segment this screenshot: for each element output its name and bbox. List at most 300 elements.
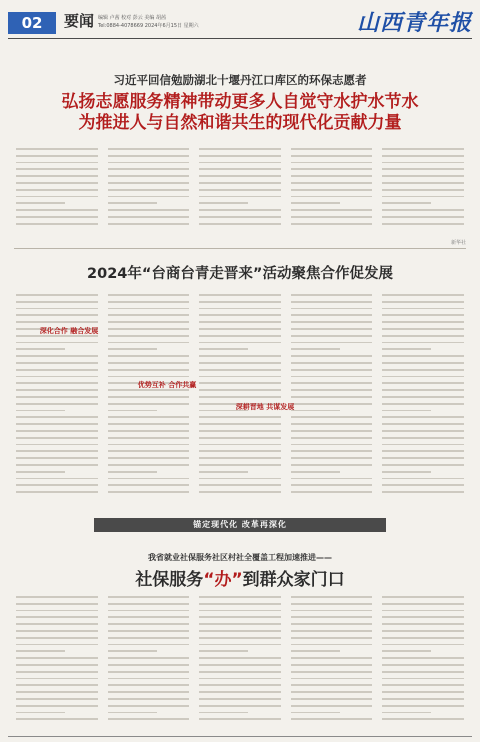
text-line <box>16 175 98 177</box>
text-line <box>382 616 464 618</box>
text-line <box>382 671 464 673</box>
text-line <box>199 196 281 198</box>
text-line <box>199 209 281 211</box>
text-line <box>108 430 190 432</box>
text-line <box>199 671 281 673</box>
text-line <box>382 712 431 714</box>
text-column <box>291 294 373 504</box>
text-line <box>108 637 190 639</box>
text-line <box>16 416 98 418</box>
text-line <box>108 464 190 466</box>
text-line <box>199 657 281 659</box>
text-line <box>291 301 373 303</box>
text-line <box>108 209 190 211</box>
text-column <box>16 148 98 234</box>
text-line <box>291 175 373 177</box>
text-line <box>108 603 190 605</box>
text-line <box>16 389 98 391</box>
text-line <box>199 423 281 425</box>
text-line <box>199 175 281 177</box>
text-line <box>108 684 190 686</box>
text-line <box>199 712 248 714</box>
page-number: 02 <box>8 12 56 34</box>
text-line <box>199 484 281 486</box>
text-line <box>199 202 248 204</box>
text-line <box>199 684 281 686</box>
lead-byline: 新华社 <box>450 240 466 246</box>
text-line <box>291 650 340 652</box>
text-line <box>199 182 281 184</box>
text-line <box>199 294 281 296</box>
lead-kicker: 习近平回信勉励湖北十堰丹江口库区的环保志愿者 <box>113 73 367 87</box>
text-line <box>382 182 464 184</box>
text-line <box>382 348 431 350</box>
text-line <box>382 491 464 493</box>
text-line <box>199 416 281 418</box>
text-column <box>199 596 281 730</box>
text-line <box>382 355 464 357</box>
text-line <box>16 603 98 605</box>
text-line <box>108 671 190 673</box>
text-line <box>16 155 98 157</box>
text-line <box>291 416 373 418</box>
text-line <box>199 630 281 632</box>
text-line <box>16 637 98 639</box>
text-line <box>199 623 281 625</box>
text-line <box>108 328 190 330</box>
text-line <box>382 664 464 666</box>
text-line <box>291 308 373 310</box>
text-line <box>291 623 373 625</box>
text-column <box>108 294 190 504</box>
text-line <box>108 444 190 446</box>
text-line <box>382 396 464 398</box>
story2-subhead-2: 优势互补 合作共赢 <box>137 381 197 389</box>
story2-subhead-1: 深化合作 融合发展 <box>39 327 99 335</box>
text-line <box>16 430 98 432</box>
text-line <box>16 382 98 384</box>
text-line <box>16 223 98 225</box>
text-line <box>382 162 464 164</box>
text-line <box>199 369 281 371</box>
text-line <box>291 376 373 378</box>
text-line <box>108 308 190 310</box>
text-line <box>291 335 373 337</box>
text-line <box>199 162 281 164</box>
text-line <box>382 175 464 177</box>
text-line <box>382 403 464 405</box>
text-line <box>16 196 98 198</box>
text-line <box>16 314 98 316</box>
text-line <box>382 209 464 211</box>
text-line <box>108 610 190 612</box>
text-line <box>108 644 190 646</box>
text-line <box>16 610 98 612</box>
text-line <box>199 155 281 157</box>
text-line <box>291 450 373 452</box>
text-line <box>16 202 65 204</box>
story2-headline: 2024年“台商台青走晋来”活动聚焦合作促发展 <box>87 266 393 282</box>
text-line <box>16 321 98 323</box>
text-line <box>199 596 281 598</box>
text-line <box>291 630 373 632</box>
text-line <box>291 382 373 384</box>
text-line <box>16 596 98 598</box>
text-line <box>291 478 373 480</box>
text-line <box>108 196 190 198</box>
text-line <box>199 376 281 378</box>
text-line <box>291 162 373 164</box>
text-line <box>382 155 464 157</box>
text-line <box>382 196 464 198</box>
text-line <box>16 182 98 184</box>
text-column <box>16 596 98 730</box>
text-line <box>108 369 190 371</box>
text-line <box>16 657 98 659</box>
text-line <box>291 321 373 323</box>
text-line <box>382 657 464 659</box>
text-line <box>199 362 281 364</box>
text-line <box>291 168 373 170</box>
text-line <box>108 691 190 693</box>
text-line <box>108 698 190 700</box>
text-line <box>291 223 373 225</box>
text-line <box>382 718 464 720</box>
text-line <box>382 684 464 686</box>
text-line <box>108 162 190 164</box>
text-line <box>199 430 281 432</box>
story2-subhead-3: 深耕晋地 共谋发展 <box>235 403 295 411</box>
lead-headline <box>0 92 480 134</box>
text-line <box>291 705 373 707</box>
text-line <box>199 718 281 720</box>
text-line <box>199 321 281 323</box>
text-line <box>382 308 464 310</box>
text-line <box>199 491 281 493</box>
text-line <box>382 630 464 632</box>
text-line <box>199 644 281 646</box>
text-line <box>199 650 248 652</box>
text-line <box>199 457 281 459</box>
text-line <box>108 355 190 357</box>
text-line <box>382 328 464 330</box>
text-line <box>108 202 157 204</box>
text-line <box>108 342 190 344</box>
text-line <box>291 610 373 612</box>
text-column <box>108 596 190 730</box>
text-line <box>16 396 98 398</box>
text-line <box>16 294 98 296</box>
text-line <box>108 362 190 364</box>
text-line <box>382 389 464 391</box>
text-line <box>108 348 157 350</box>
text-line <box>108 491 190 493</box>
text-line <box>199 603 281 605</box>
text-line <box>108 471 157 473</box>
text-column <box>199 294 281 504</box>
lead-headline-line1: 弘扬志愿服务精神带动更多人自觉守水护水节水 <box>61 92 419 112</box>
text-line <box>382 623 464 625</box>
text-line <box>291 671 373 673</box>
text-line <box>108 437 190 439</box>
text-line <box>382 223 464 225</box>
text-line <box>108 623 190 625</box>
text-line <box>291 148 373 150</box>
text-line <box>382 484 464 486</box>
text-line <box>16 301 98 303</box>
text-line <box>16 678 98 680</box>
text-line <box>199 616 281 618</box>
text-line <box>291 657 373 659</box>
text-line <box>108 718 190 720</box>
text-line <box>199 355 281 357</box>
text-line <box>108 335 190 337</box>
text-line <box>382 148 464 150</box>
text-line <box>291 664 373 666</box>
text-line <box>291 342 373 344</box>
text-line <box>16 712 65 714</box>
text-line <box>16 403 98 405</box>
story3-headline-quote: “办” <box>203 570 243 590</box>
text-line <box>16 691 98 693</box>
header-rule <box>8 38 472 39</box>
text-line <box>16 630 98 632</box>
text-line <box>108 678 190 680</box>
text-line <box>291 423 373 425</box>
text-line <box>382 464 464 466</box>
text-line <box>108 155 190 157</box>
text-line <box>382 321 464 323</box>
text-line <box>382 478 464 480</box>
text-line <box>382 430 464 432</box>
story3-headline <box>0 565 480 590</box>
text-line <box>199 691 281 693</box>
text-line <box>199 168 281 170</box>
text-column <box>382 294 464 504</box>
text-column <box>199 148 281 234</box>
text-line <box>108 712 157 714</box>
newspaper-masthead: 山西青年报 <box>356 10 472 36</box>
text-line <box>108 457 190 459</box>
text-line <box>382 168 464 170</box>
text-line <box>199 664 281 666</box>
text-line <box>108 596 190 598</box>
text-line <box>16 664 98 666</box>
text-line <box>199 328 281 330</box>
text-line <box>291 457 373 459</box>
editor-credits: 编辑 卢茜 校对 彭云 美编 胡茜 <box>98 15 166 21</box>
lead-body-columns <box>16 148 464 234</box>
text-line <box>291 209 373 211</box>
text-line <box>108 189 190 191</box>
story3-body-columns <box>16 596 464 730</box>
text-line <box>16 423 98 425</box>
text-line <box>108 450 190 452</box>
text-column <box>382 596 464 730</box>
text-line <box>382 457 464 459</box>
text-line <box>108 182 190 184</box>
text-line <box>108 403 190 405</box>
text-line <box>108 376 190 378</box>
text-line <box>16 410 65 412</box>
text-line <box>16 450 98 452</box>
text-line <box>382 698 464 700</box>
text-line <box>108 416 190 418</box>
text-line <box>382 450 464 452</box>
text-line <box>108 294 190 296</box>
text-line <box>108 478 190 480</box>
text-line <box>16 162 98 164</box>
text-column <box>291 148 373 234</box>
text-line <box>291 491 373 493</box>
text-line <box>108 396 190 398</box>
text-line <box>291 182 373 184</box>
text-line <box>382 678 464 680</box>
text-line <box>291 369 373 371</box>
text-line <box>291 437 373 439</box>
text-line <box>382 596 464 598</box>
text-column <box>108 148 190 234</box>
text-line <box>291 196 373 198</box>
text-line <box>16 705 98 707</box>
text-line <box>291 678 373 680</box>
text-line <box>291 603 373 605</box>
text-line <box>291 216 373 218</box>
text-line <box>199 189 281 191</box>
text-line <box>382 650 431 652</box>
text-line <box>16 355 98 357</box>
text-line <box>382 410 431 412</box>
text-line <box>199 148 281 150</box>
text-line <box>199 223 281 225</box>
text-line <box>291 644 373 646</box>
text-line <box>382 610 464 612</box>
text-line <box>291 712 340 714</box>
text-line <box>382 335 464 337</box>
text-line <box>199 698 281 700</box>
text-line <box>382 294 464 296</box>
text-line <box>291 430 373 432</box>
text-line <box>382 202 431 204</box>
text-line <box>382 691 464 693</box>
text-line <box>199 348 248 350</box>
text-line <box>199 335 281 337</box>
text-line <box>108 484 190 486</box>
text-line <box>291 718 373 720</box>
text-line <box>16 616 98 618</box>
text-line <box>291 202 340 204</box>
text-line <box>291 464 373 466</box>
text-line <box>199 301 281 303</box>
text-line <box>382 189 464 191</box>
text-column <box>382 148 464 234</box>
text-line <box>382 301 464 303</box>
text-line <box>16 376 98 378</box>
story3-banner: 锚定现代化 改革再深化 <box>94 518 386 532</box>
text-line <box>382 416 464 418</box>
text-line <box>291 596 373 598</box>
text-line <box>199 444 281 446</box>
text-line <box>382 444 464 446</box>
text-line <box>108 616 190 618</box>
text-line <box>382 216 464 218</box>
text-line <box>199 437 281 439</box>
section-divider <box>14 248 466 249</box>
text-line <box>199 464 281 466</box>
text-line <box>16 671 98 673</box>
text-line <box>16 623 98 625</box>
text-line <box>16 362 98 364</box>
text-line <box>291 314 373 316</box>
text-line <box>108 657 190 659</box>
text-line <box>382 603 464 605</box>
page-header <box>0 0 480 42</box>
text-line <box>199 678 281 680</box>
story3-kicker: 我省就业社保服务社区村社全覆盖工程加速推进—— <box>148 553 332 562</box>
text-line <box>108 314 190 316</box>
text-line <box>291 396 373 398</box>
text-line <box>382 471 431 473</box>
text-line <box>291 355 373 357</box>
text-line <box>16 168 98 170</box>
text-line <box>291 691 373 693</box>
text-line <box>16 478 98 480</box>
text-line <box>16 342 98 344</box>
text-line <box>382 423 464 425</box>
text-line <box>16 209 98 211</box>
text-line <box>108 410 157 412</box>
text-line <box>16 444 98 446</box>
text-column <box>291 596 373 730</box>
text-line <box>108 664 190 666</box>
text-line <box>16 484 98 486</box>
text-line <box>382 314 464 316</box>
text-line <box>382 382 464 384</box>
text-line <box>291 637 373 639</box>
text-line <box>291 189 373 191</box>
story3-headline-pre: 社保服务 <box>135 570 204 590</box>
text-line <box>382 362 464 364</box>
contact-date: Tel:0884-4078669 2024年6月15日 星期六 <box>98 23 199 29</box>
text-line <box>16 437 98 439</box>
text-line <box>108 168 190 170</box>
text-line <box>199 216 281 218</box>
text-line <box>108 630 190 632</box>
text-line <box>108 423 190 425</box>
text-line <box>199 342 281 344</box>
text-line <box>291 684 373 686</box>
text-line <box>382 369 464 371</box>
lead-headline-line2: 为推进人与自然和谐共生的现代化贡献力量 <box>78 113 402 133</box>
text-line <box>16 718 98 720</box>
text-line <box>16 216 98 218</box>
text-line <box>16 369 98 371</box>
text-line <box>199 396 281 398</box>
section-title: 要闻 <box>64 12 95 30</box>
text-line <box>291 444 373 446</box>
text-line <box>16 684 98 686</box>
text-line <box>16 471 65 473</box>
text-line <box>291 155 373 157</box>
text-line <box>382 376 464 378</box>
story3-headline-post: 到群众家门口 <box>242 570 345 590</box>
text-line <box>16 650 65 652</box>
text-line <box>382 342 464 344</box>
text-line <box>16 698 98 700</box>
text-line <box>16 644 98 646</box>
text-line <box>16 457 98 459</box>
text-line <box>291 484 373 486</box>
